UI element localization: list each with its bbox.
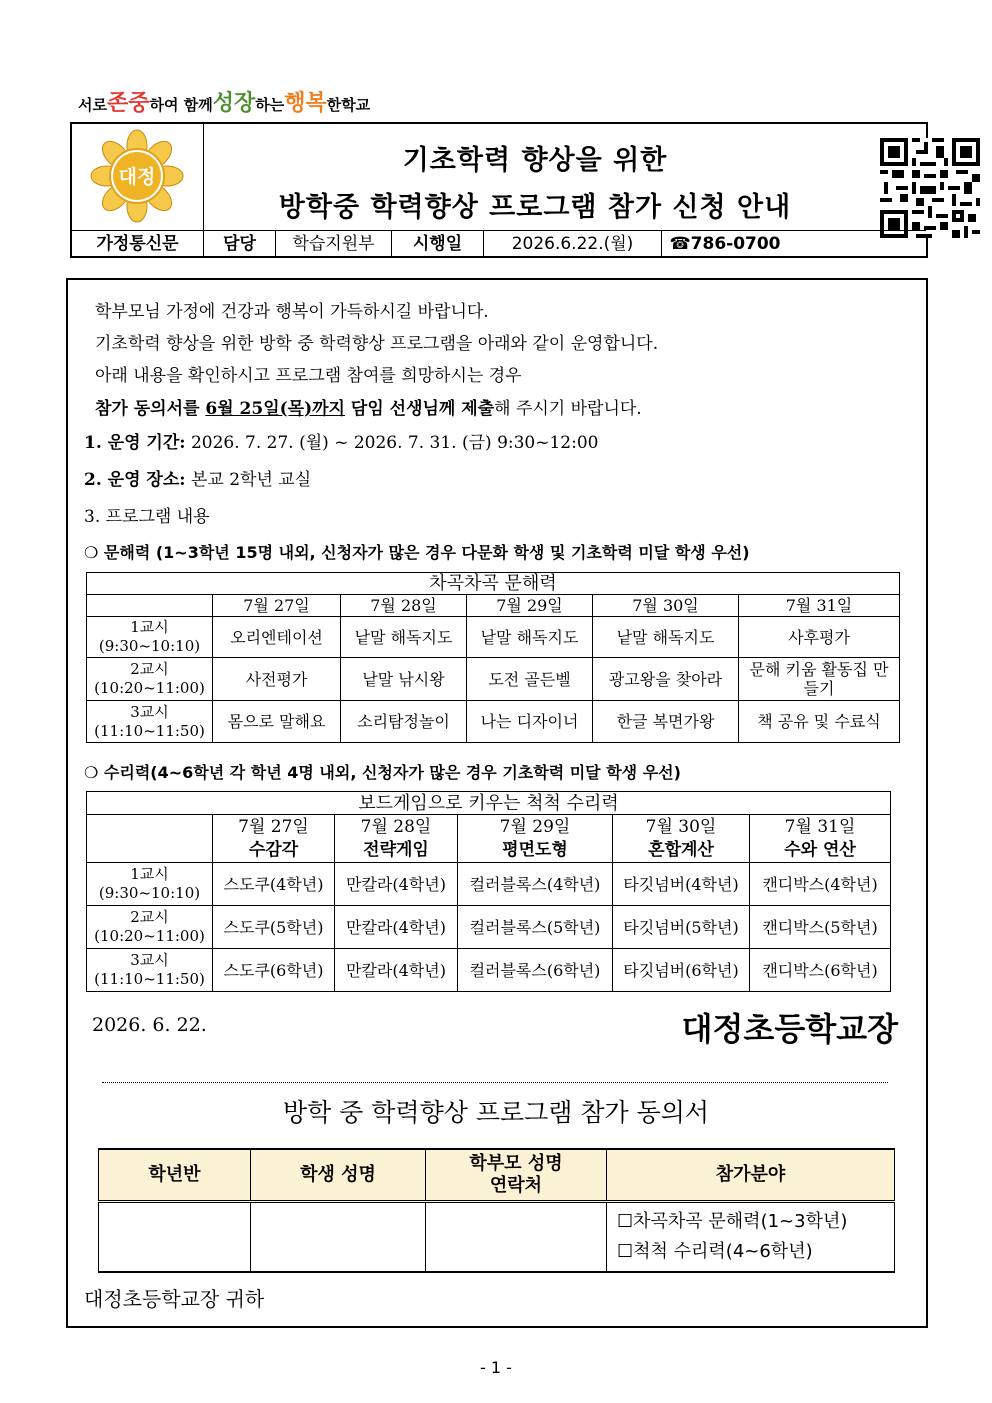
grade-class-field[interactable]	[99, 1202, 251, 1273]
literacy-table	[86, 572, 900, 743]
activity-cell: 한글 복면가왕	[593, 701, 739, 743]
activity-cell: 사후평가	[739, 617, 900, 658]
intro-rest: 해 주시기 바랍니다.	[494, 399, 642, 419]
section-place	[84, 465, 311, 490]
activity-cell: 광고왕을 찾아라	[593, 658, 739, 701]
activity-cell: 스도쿠(5학년)	[213, 906, 335, 949]
slogan-part: 서로	[78, 96, 107, 114]
activity-cell: 도전 골든벨	[467, 658, 593, 701]
activity-cell: 만칼라(4학년)	[335, 863, 458, 906]
literacy-heading: ❍ 문해력 (1~3학년 15명 내외, 신청자가 많은 경우 다문화 학생 및 기초학력 미달 학생 우선)	[84, 543, 750, 562]
program-choice-header: 참가분야	[607, 1149, 895, 1202]
student-name-header: 학생 성명	[251, 1149, 426, 1202]
slogan-part: 하는	[255, 96, 285, 114]
title-box	[204, 124, 866, 230]
activity-cell: 책 공유 및 수료식	[739, 701, 900, 743]
period-cell: 3교시 (11:10~11:50)	[87, 949, 213, 992]
page-number: - 1 -	[480, 1358, 512, 1377]
activity-cell: 사전평가	[213, 658, 341, 701]
table-row	[87, 701, 900, 743]
activity-cell: 컬러블록스(4학년)	[458, 863, 613, 906]
newsletter-label: 가정통신문	[72, 231, 204, 257]
activity-cell: 타깃넘버(6학년)	[613, 949, 750, 992]
header-info-row	[72, 230, 926, 257]
activity-cell: 캔디박스(5학년)	[750, 906, 891, 949]
phone-number: ☎786-0700	[669, 234, 781, 254]
date-theme-header: 7월 29일 평면도형	[458, 815, 613, 863]
activity-cell: 만칼라(4학년)	[335, 906, 458, 949]
addressee: 대정초등학교장 귀하	[84, 1287, 265, 1311]
intro-line-2: 기초학력 향상을 위한 방학 중 학력향상 프로그램을 아래와 같이 운영합니다.	[95, 334, 659, 354]
title-line-1: 기초학력 향상을 위한	[402, 145, 668, 176]
literacy-checkbox[interactable]: ☐차곡차곡 문해력(1~3학년)	[617, 1211, 848, 1232]
table-row	[87, 617, 900, 658]
deadline: 6월 25일(목)까지	[205, 399, 345, 419]
cut-line	[102, 1082, 888, 1083]
date-theme-header: 7월 27일 수감각	[213, 815, 335, 863]
parent-contact-header: 학부모 성명 연락처	[426, 1149, 607, 1202]
table-row	[87, 949, 891, 992]
slogan-part: 성장	[212, 91, 256, 116]
activity-cell: 낱말 해독지도	[341, 617, 467, 658]
activity-cell: 나는 디자이너	[467, 701, 593, 743]
intro-bold: 참가 동의서를	[95, 399, 206, 419]
date-header: 7월 29일	[467, 595, 593, 617]
activity-cell: 캔디박스(6학년)	[750, 949, 891, 992]
period-cell: 2교시 (10:20~11:00)	[87, 906, 213, 949]
activity-cell: 낱말 해독지도	[593, 617, 739, 658]
slogan-part: 존중	[106, 91, 150, 116]
activity-cell: 컬러블록스(6학년)	[458, 949, 613, 992]
section-period-value: 2026. 7. 27. (월) ~ 2026. 7. 31. (금) 9:30~12:00	[185, 433, 599, 453]
activity-cell: 낱말 낚시왕	[341, 658, 467, 701]
section-period-label: 1. 운영 기간:	[84, 433, 186, 453]
intro-bold-2: 담임 선생님께 제출	[344, 399, 495, 419]
period-cell: 2교시 (10:20~11:00)	[87, 658, 213, 701]
date-theme-header: 7월 31일 수와 연산	[750, 815, 891, 863]
parent-contact-field[interactable]	[426, 1202, 607, 1273]
issue-label: 시행일	[392, 231, 484, 257]
numeracy-table	[86, 791, 891, 992]
literacy-title: 차곡차곡 문해력	[87, 573, 900, 595]
slogan-part: 행복	[284, 91, 327, 116]
numeracy-checkbox[interactable]: ☐척척 수리력(4~6학년)	[617, 1241, 813, 1262]
consent-form-table	[98, 1148, 895, 1273]
student-name-field[interactable]	[251, 1202, 426, 1273]
emblem-text: 대정	[118, 166, 156, 188]
intro-line-1: 학부모님 가정에 건강과 행복이 가득하시길 바랍니다.	[95, 302, 489, 322]
activity-cell: 타깃넘버(5학년)	[613, 906, 750, 949]
date-header: 7월 28일	[341, 595, 467, 617]
activity-cell: 스도쿠(6학년)	[213, 949, 335, 992]
issue-date-footer: 2026. 6. 22.	[92, 1014, 207, 1036]
charge-label: 담당	[204, 231, 276, 257]
activity-cell: 몸으로 말해요	[213, 701, 341, 743]
section-period	[84, 428, 598, 453]
intro-line-3: 아래 내용을 확인하시고 프로그램 참여를 희망하시는 경우	[95, 366, 522, 386]
corner-cell	[87, 595, 213, 617]
date-header: 7월 27일	[213, 595, 341, 617]
period-cell: 3교시 (11:10~11:50)	[87, 701, 213, 743]
section-place-value: 본교 2학년 교실	[185, 470, 312, 490]
activity-cell: 컬러블록스(5학년)	[458, 906, 613, 949]
table-row	[87, 863, 891, 906]
principal-signature: 대정초등학교장	[681, 1010, 898, 1048]
numeracy-title: 보드게임으로 키우는 척척 수리력	[87, 792, 891, 815]
issue-date: 2026.6.22.(월)	[484, 231, 662, 257]
program-choice-options	[607, 1202, 895, 1273]
date-header: 7월 31일	[739, 595, 900, 617]
activity-cell: 타깃넘버(4학년)	[613, 863, 750, 906]
school-slogan	[78, 86, 370, 117]
activity-cell: 소리탐정놀이	[341, 701, 467, 743]
newsletter-header	[70, 122, 928, 258]
date-theme-header: 7월 30일 혼합계산	[613, 815, 750, 863]
grade-class-header: 학년반	[99, 1149, 251, 1202]
corner-cell	[87, 815, 213, 863]
table-row	[87, 658, 900, 701]
table-row	[87, 906, 891, 949]
intro-line-4	[95, 394, 642, 419]
period-cell: 1교시 (9:30~10:10)	[87, 863, 213, 906]
qr-code	[866, 124, 926, 230]
section-program: 3. 프로그램 내용	[84, 507, 210, 527]
section-place-label: 2. 운영 장소:	[84, 470, 186, 490]
period-cell: 1교시 (9:30~10:10)	[87, 617, 213, 658]
slogan-part: 한학교	[326, 96, 371, 114]
activity-cell: 스도쿠(4학년)	[213, 863, 335, 906]
activity-cell: 오리엔테이션	[213, 617, 341, 658]
numeracy-heading: ❍ 수리력(4~6학년 각 학년 4명 내외, 신청자가 많은 경우 기초학력 미달 학생 우선)	[84, 763, 681, 782]
activity-cell: 문해 키움 활동집 만들기	[739, 658, 900, 701]
slogan-part: 하여 함께	[149, 96, 213, 114]
activity-cell: 만칼라(4학년)	[335, 949, 458, 992]
date-theme-header: 7월 28일 전략게임	[335, 815, 458, 863]
activity-cell: 낱말 해독지도	[467, 617, 593, 658]
activity-cell: 캔디박스(4학년)	[750, 863, 891, 906]
title-line-2: 방학중 학력향상 프로그램 참가 신청 안내	[278, 192, 792, 223]
school-emblem	[72, 124, 204, 230]
qr-code-icon	[880, 138, 980, 238]
date-header: 7월 30일	[593, 595, 739, 617]
department: 학습지원부	[276, 231, 392, 257]
consent-title: 방학 중 학력향상 프로그램 참가 동의서	[282, 1098, 710, 1127]
school-emblem-icon	[72, 124, 202, 228]
